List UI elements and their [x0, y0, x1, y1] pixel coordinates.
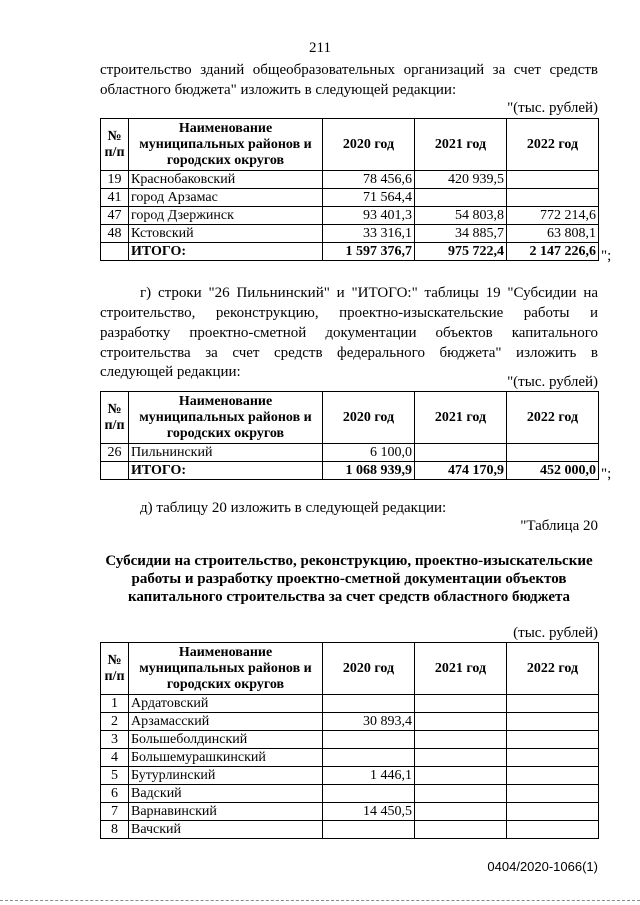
header-2022: 2022 год — [507, 392, 599, 444]
page-number: 211 — [309, 40, 331, 56]
row-2022 — [507, 767, 599, 785]
row-num: 48 — [101, 225, 129, 243]
row-2020 — [323, 695, 415, 713]
header-2020: 2020 год — [323, 119, 415, 171]
row-2021 — [415, 749, 507, 767]
total-row — [101, 462, 599, 480]
header-2022: 2022 год — [507, 119, 599, 171]
page-bottom-divider — [0, 900, 640, 901]
row-2020: 6 100,0 — [323, 444, 415, 462]
paragraph-g-line-5: следующей редакции: — [100, 364, 241, 380]
row-name: город Арзамас — [129, 189, 323, 207]
document-code: 0404/2020-1066(1) — [487, 859, 598, 874]
row-2021: 420 939,5 — [415, 171, 507, 189]
paragraph-g-line-3: разработку проектно-сметной документации объектов капитального — [100, 325, 598, 341]
header-2021: 2021 год — [415, 643, 507, 695]
header-name: Наименование муниципальных районов и городских округов — [129, 643, 323, 695]
row-2020: 14 450,5 — [323, 803, 415, 821]
row-num: 2 — [101, 713, 129, 731]
table-row — [101, 749, 599, 767]
row-2021 — [415, 444, 507, 462]
row-2020 — [323, 785, 415, 803]
table-row — [101, 713, 599, 731]
row-2020: 30 893,4 — [323, 713, 415, 731]
row-num: 19 — [101, 171, 129, 189]
header-name: Наименование муниципальных районов и городских округов — [129, 119, 323, 171]
row-num: 3 — [101, 731, 129, 749]
header-2021: 2021 год — [415, 392, 507, 444]
total-2021: 975 722,4 — [415, 243, 507, 261]
total-label: ИТОГО: — [129, 243, 323, 261]
intro-line-2: областного бюджета" изложить в следующей редакции: — [100, 82, 457, 98]
units-label-3: (тыс. рублей) — [513, 625, 598, 641]
row-2021 — [415, 785, 507, 803]
table-row — [101, 189, 599, 207]
row-2021 — [415, 803, 507, 821]
row-2022 — [507, 171, 599, 189]
paragraph-g-line-2: строительство, реконструкцию, проектно-изыскательские работы и — [100, 305, 598, 321]
row-2021 — [415, 821, 507, 839]
row-name: город Дзержинск — [129, 207, 323, 225]
row-name: Ардатовский — [129, 695, 323, 713]
table-row — [101, 821, 599, 839]
row-2021 — [415, 767, 507, 785]
row-name: Варнавинский — [129, 803, 323, 821]
header-2022: 2022 год — [507, 643, 599, 695]
row-name: Вадский — [129, 785, 323, 803]
header-2020: 2020 год — [323, 392, 415, 444]
title-line-2: работы и разработку проектно-сметной документации объектов — [131, 571, 567, 587]
table-1 — [100, 118, 599, 261]
paragraph-g-line-1: г) строки "26 Пильнинский" и "ИТОГО:" таблицы 19 "Субсидии на — [140, 285, 598, 301]
table-row — [101, 803, 599, 821]
row-name: Большеболдинский — [129, 731, 323, 749]
table-2-closing-quote: "; — [601, 466, 612, 482]
row-name: Бутурлинский — [129, 767, 323, 785]
table-row — [101, 225, 599, 243]
row-2021: 34 885,7 — [415, 225, 507, 243]
header-num: № п/п — [101, 643, 129, 695]
title-line-1: Субсидии на строительство, реконструкцию, проектно-изыскательские — [105, 553, 593, 569]
row-2022 — [507, 821, 599, 839]
header-num: № п/п — [101, 392, 129, 444]
row-2022 — [507, 731, 599, 749]
paragraph-d: д) таблицу 20 изложить в следующей редакции: — [140, 500, 447, 516]
row-num: 7 — [101, 803, 129, 821]
row-2020: 78 456,6 — [323, 171, 415, 189]
total-label: ИТОГО: — [129, 462, 323, 480]
row-2022 — [507, 444, 599, 462]
row-2021 — [415, 713, 507, 731]
table-row — [101, 171, 599, 189]
table-label: "Таблица 20 — [520, 518, 598, 534]
total-2022: 452 000,0 — [507, 462, 599, 480]
total-empty-cell — [101, 243, 129, 261]
table-row — [101, 695, 599, 713]
row-2022: 772 214,6 — [507, 207, 599, 225]
title-line-3: капитального строительства за счет средств областного бюджета — [127, 589, 571, 605]
total-2021: 474 170,9 — [415, 462, 507, 480]
units-label-1: "(тыс. рублей) — [507, 100, 598, 116]
table-2 — [100, 391, 599, 480]
row-2022 — [507, 189, 599, 207]
table-row — [101, 767, 599, 785]
row-2021 — [415, 189, 507, 207]
row-2022 — [507, 749, 599, 767]
row-2020: 93 401,3 — [323, 207, 415, 225]
row-num: 47 — [101, 207, 129, 225]
row-name: Краснобаковский — [129, 171, 323, 189]
units-label-2: "(тыс. рублей) — [507, 374, 598, 390]
paragraph-g-line-4: строительства за счет средств федерального бюджета" изложить в — [100, 345, 598, 361]
row-num: 6 — [101, 785, 129, 803]
row-name: Большемурашкинский — [129, 749, 323, 767]
row-name: Арзамасский — [129, 713, 323, 731]
row-2022: 63 808,1 — [507, 225, 599, 243]
header-name: Наименование муниципальных районов и городских округов — [129, 392, 323, 444]
table-1-closing-quote: "; — [601, 248, 612, 264]
row-2022 — [507, 785, 599, 803]
row-num: 1 — [101, 695, 129, 713]
row-name: Пильнинский — [129, 444, 323, 462]
header-2020: 2020 год — [323, 643, 415, 695]
total-2022: 2 147 226,6 — [507, 243, 599, 261]
row-2020: 33 316,1 — [323, 225, 415, 243]
row-2022 — [507, 713, 599, 731]
row-2020: 71 564,4 — [323, 189, 415, 207]
total-row — [101, 243, 599, 261]
row-name: Кстовский — [129, 225, 323, 243]
row-num: 26 — [101, 444, 129, 462]
row-num: 5 — [101, 767, 129, 785]
total-2020: 1 597 376,7 — [323, 243, 415, 261]
header-2021: 2021 год — [415, 119, 507, 171]
row-2021 — [415, 731, 507, 749]
row-num: 8 — [101, 821, 129, 839]
row-num: 41 — [101, 189, 129, 207]
table-row — [101, 207, 599, 225]
table-row — [101, 444, 599, 462]
row-2020 — [323, 749, 415, 767]
table-row — [101, 785, 599, 803]
row-2021 — [415, 695, 507, 713]
row-2022 — [507, 695, 599, 713]
header-num: № п/п — [101, 119, 129, 171]
row-2020: 1 446,1 — [323, 767, 415, 785]
table-row — [101, 731, 599, 749]
row-2022 — [507, 803, 599, 821]
row-2020 — [323, 821, 415, 839]
intro-line-1: строительство зданий общеобразовательных организаций за счет средств — [100, 62, 598, 78]
row-2021: 54 803,8 — [415, 207, 507, 225]
row-num: 4 — [101, 749, 129, 767]
row-2020 — [323, 731, 415, 749]
table-3 — [100, 642, 599, 839]
total-empty-cell — [101, 462, 129, 480]
row-name: Вачский — [129, 821, 323, 839]
total-2020: 1 068 939,9 — [323, 462, 415, 480]
